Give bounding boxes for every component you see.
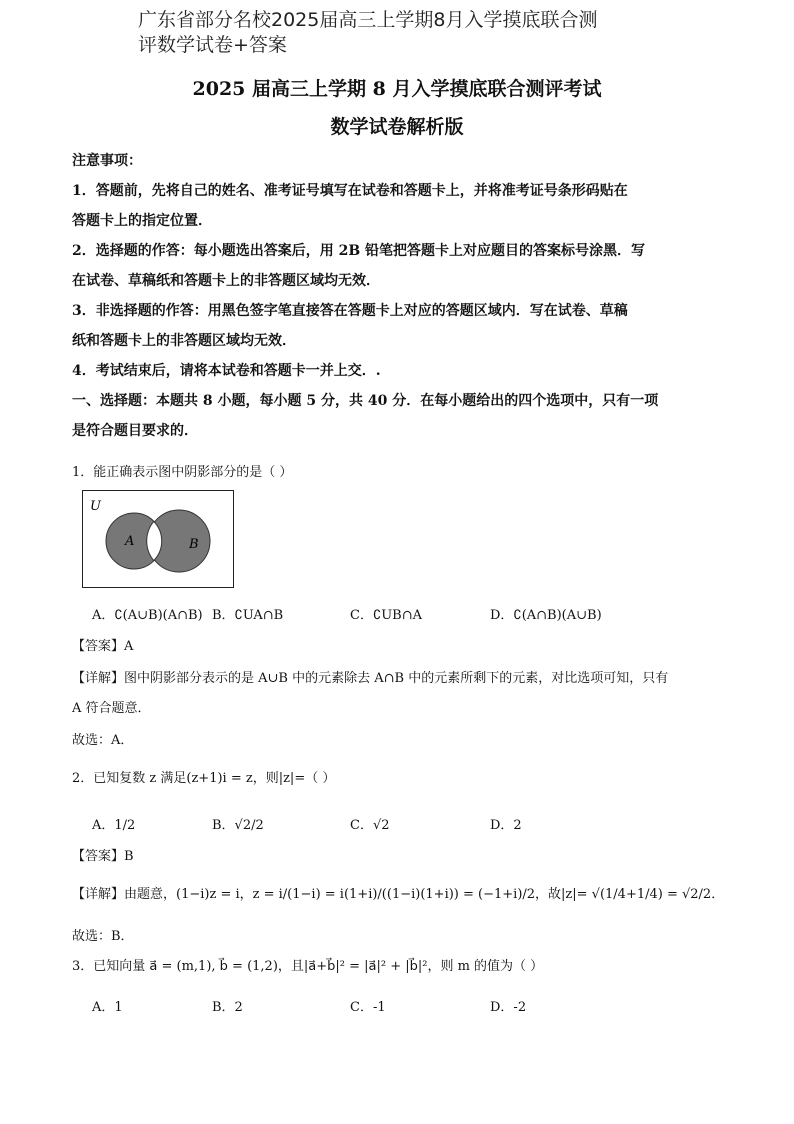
q1-option-b: B．∁UA∩B: [212, 608, 284, 623]
question-3-stem: 3．已知向量 a⃗ = (m,1), b⃗ = (1,2)，且|a⃗+b⃗|² = |a⃗|² + |b⃗|²，则 m 的值为（ ）: [72, 959, 544, 974]
question-1-solution: [72, 632, 732, 756]
venn-label-u: U: [90, 499, 101, 514]
section-1-heading: 一、选择题：本题共 8 小题，每小题 5 分，共 40 分．在每小题给出的四个选项中，只有一项: [72, 393, 659, 409]
q1-answer: 【答案】A: [72, 639, 134, 654]
q2-option-b: B．√2/2: [212, 818, 264, 833]
q3-option-d: D．-2: [490, 1000, 527, 1015]
question-2-solution: [72, 842, 732, 952]
question-2: [72, 764, 732, 794]
notice-line: 4．考试结束后，请将本试卷和答题卡一并上交．.: [72, 363, 381, 379]
q2-detail: 【详解】由题意，(1−i)z = i，z = i/(1−i) = i(1+i)/((1−i)(1+i)) = (−1+i)/2，故|z|= √(1/4+1/4) = √2/2．: [72, 887, 725, 902]
q1-option-d: D．∁(A∩B)(A∪B): [490, 608, 602, 623]
notice-line: 纸和答题卡上的非答题区域均无效．: [72, 333, 296, 349]
q1-option-c: C．∁UB∩A: [350, 608, 423, 623]
section-1-heading-cont: 是符合题目要求的．: [72, 423, 198, 439]
q3-option-a: A．1: [92, 1000, 123, 1015]
q1-option-a: A．∁(A∪B)(A∩B): [92, 608, 203, 623]
q2-answer: 【答案】B: [72, 849, 134, 864]
notice-section: [72, 146, 732, 446]
q1-detail: 【详解】图中阴影部分表示的是 A∪B 中的元素除去 A∩B 中的元素所剩下的元素，对比选项可知，只有: [72, 671, 669, 686]
q2-option-c: C．√2: [350, 818, 390, 833]
q1-choice: 故选：A．: [72, 733, 134, 748]
q2-choice: 故选：B．: [72, 929, 134, 944]
notice-line: 答题卡上的指定位置．: [72, 213, 212, 229]
q3-option-c: C．-1: [350, 1000, 386, 1015]
document-title: [138, 8, 658, 58]
q1-detail-cont: A 符合题意．: [72, 701, 151, 716]
q3-option-b: B．2: [212, 1000, 243, 1015]
venn-diagram: [82, 490, 234, 588]
question-1: [72, 458, 732, 488]
question-1-stem: 1．能正确表示图中阴影部分的是（ ）: [72, 465, 293, 480]
notice-line: 在试卷、草稿纸和答题卡上的非答题区域均无效．: [72, 273, 380, 289]
venn-label-a: A: [125, 534, 135, 549]
notice-heading: 注意事项：: [72, 153, 142, 169]
exam-subtitle: 数学试卷解析版: [330, 116, 464, 138]
venn-label-b: B: [189, 537, 199, 552]
question-2-stem: 2．已知复数 z 满足(z+1)i = z，则|z|=（ ）: [72, 771, 336, 786]
q2-option-a: A．1/2: [92, 818, 136, 833]
question-3: [72, 952, 732, 982]
q2-option-d: D．2: [490, 818, 522, 833]
document-title-line-1: 广东省部分名校2025届高三上学期8月入学摸底联合测: [138, 9, 598, 31]
exam-title: 2025 届高三上学期 8 月入学摸底联合测评考试: [192, 78, 602, 100]
notice-line: 3．非选择题的作答：用黑色签字笔直接答在答题卡上对应的答题区域内．写在试卷、草稿: [72, 303, 628, 319]
document-title-line-2: 评数学试卷+答案: [138, 34, 287, 56]
notice-line: 2．选择题的作答：每小题选出答案后，用 2B 铅笔把答题卡上对应题目的答案标号涂黑．写: [72, 243, 646, 259]
notice-line: 1．答题前，先将自己的姓名、准考证号填写在试卷和答题卡上，并将准考证号条形码贴在: [72, 183, 628, 199]
